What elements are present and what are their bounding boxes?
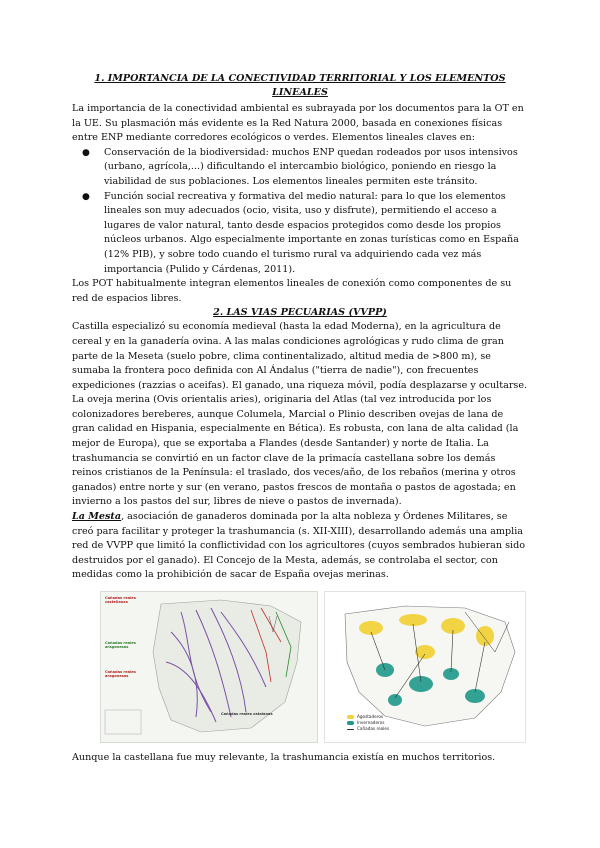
legend-title: Cañadas reales aragonesas	[105, 640, 136, 650]
legend-item	[347, 726, 389, 732]
legend-label: Cañadas reales	[357, 726, 390, 731]
bullet-list	[72, 146, 528, 277]
legend-title: Cañadas reales catalanas	[221, 712, 273, 716]
mesta-text: , asociación de ganaderos dominada por la alta nobleza y Órdenes Militares, se creó para facilitar y proteger la trashumancia (s. XII-XIII), desarrollando además una amplia red de VVPP que limitó la conflictividad con los agricultores (cuyos sembrados hubieran sido destruidos por el ganado). El Concejo de la Mesta, además, se controlaba el sector, con medidas como la prohibición de sacar de España ovejas merinas.	[72, 511, 526, 581]
legend-swatch	[347, 729, 354, 730]
section-2-paragraph-1: Castilla especializó su economía medieval (hasta la edad Moderna), en la agricultura de cereal y en la ganadería ovina. A las malas condiciones agrológicas y rudo clima de gran parte de la Meseta (suelo pobre, clima continentalizado, altitud media de >800 m), se sumaba la frontera poco definida con Al Ándalus ("tierra de nadie"), con frecuentes expediciones (razzias o aceifas). El ganado, una riqueza móvil, podía desplazarse y ocultarse. La oveja merina (Ovis orientalis aries), originaria del Atlas (tal vez introducida por los colonizadores bereberes, aunque Columela, Marcial o Plinio describen ovejas de lana de gran calidad en Hispania, especialmente en Bética). Es robusta, con lana de alta calidad (la mejor de Europa), que se exportaba a Flandes (desde Santander) y norte de Italia. La trashumancia se convirtió en un factor clave de la primacía castellana sobre los demás reinos cristianos de la Península: el traslado, dos veces/año, de los rebaños (merina y otros ganados) entre norte y sur (en verano, pastos frescos de montaña o pastos de agostada; en invierno a los pastos del sur, libres de nieve o pastos de invernada).	[72, 321, 528, 508]
section-1-intro: La importancia de la conectividad ambiental es subrayada por los documentos para la OT en la UE. Su plasmación más evidente es la Red Natura 2000, basada en conexiones físicas entre ENP mediante corredores ecológicos o verdes. Elementos lineales claves en:	[72, 103, 524, 144]
legend-swatch	[347, 715, 354, 719]
legend-swatch	[347, 721, 354, 725]
section-1-title: 1. IMPORTANCIA DE LA CONECTIVIDAD TERRITORIAL Y LOS ELEMENTOS LINEALES	[94, 73, 506, 98]
map-trashumancia	[324, 591, 526, 743]
legend-title: Cañadas reales castellanas	[105, 596, 136, 605]
map-1-legend-bottom	[221, 712, 273, 716]
legend-title: Cañadas reales aragonesas	[105, 669, 136, 679]
figure-caption: Aunque la castellana fue muy relevante, la trashumancia existía en muchos territorios.	[72, 752, 496, 763]
bullet-item	[82, 190, 528, 278]
document-page	[72, 66, 528, 766]
bullet-item	[82, 146, 528, 190]
bullet-icon: ●	[82, 147, 90, 158]
map-2-legend	[347, 714, 389, 732]
maps-figure	[100, 591, 528, 743]
legend-label: Agostaderos	[357, 714, 384, 719]
section-2-title: 2. LAS VIAS PECUARIAS (VVPP)	[213, 307, 387, 319]
bullet-text: Función social recreativa y formativa del medio natural: para lo que los elementos lineales son muy adecuados (ocio, visita, uso y disfrute), permitiendo el acceso a lugares de valor natural, tanto desde espacios protegidos como desde los propios núcleos urbanos. Algo especialmente importante en zonas turísticas como en España (12% PIB), y sobre todo cuando el turismo rural va adquiriendo cada vez más importancia (Pulido y Cárdenas, 2011).	[104, 190, 519, 275]
map-canadas-reales	[100, 591, 318, 743]
legend-label: Invernaderos	[357, 720, 385, 725]
bullet-icon: ●	[82, 191, 90, 202]
mesta-term: La Mesta	[72, 511, 122, 523]
bullet-text: Conservación de la biodiversidad: muchos ENP quedan rodeados por usos intensivos (urbano, agrícola,...) dificultando el intercambio biológico, poniendo en riesgo la viabilidad de sus poblaciones. Los elementos lineales permiten este tránsito.	[104, 146, 518, 187]
section-2-paragraph-2	[72, 510, 528, 583]
section-1-closing: Los POT habitualmente integran elementos lineales de conexión como componentes de su red de espacios libres.	[72, 278, 512, 304]
map-1-legend	[105, 596, 151, 678]
